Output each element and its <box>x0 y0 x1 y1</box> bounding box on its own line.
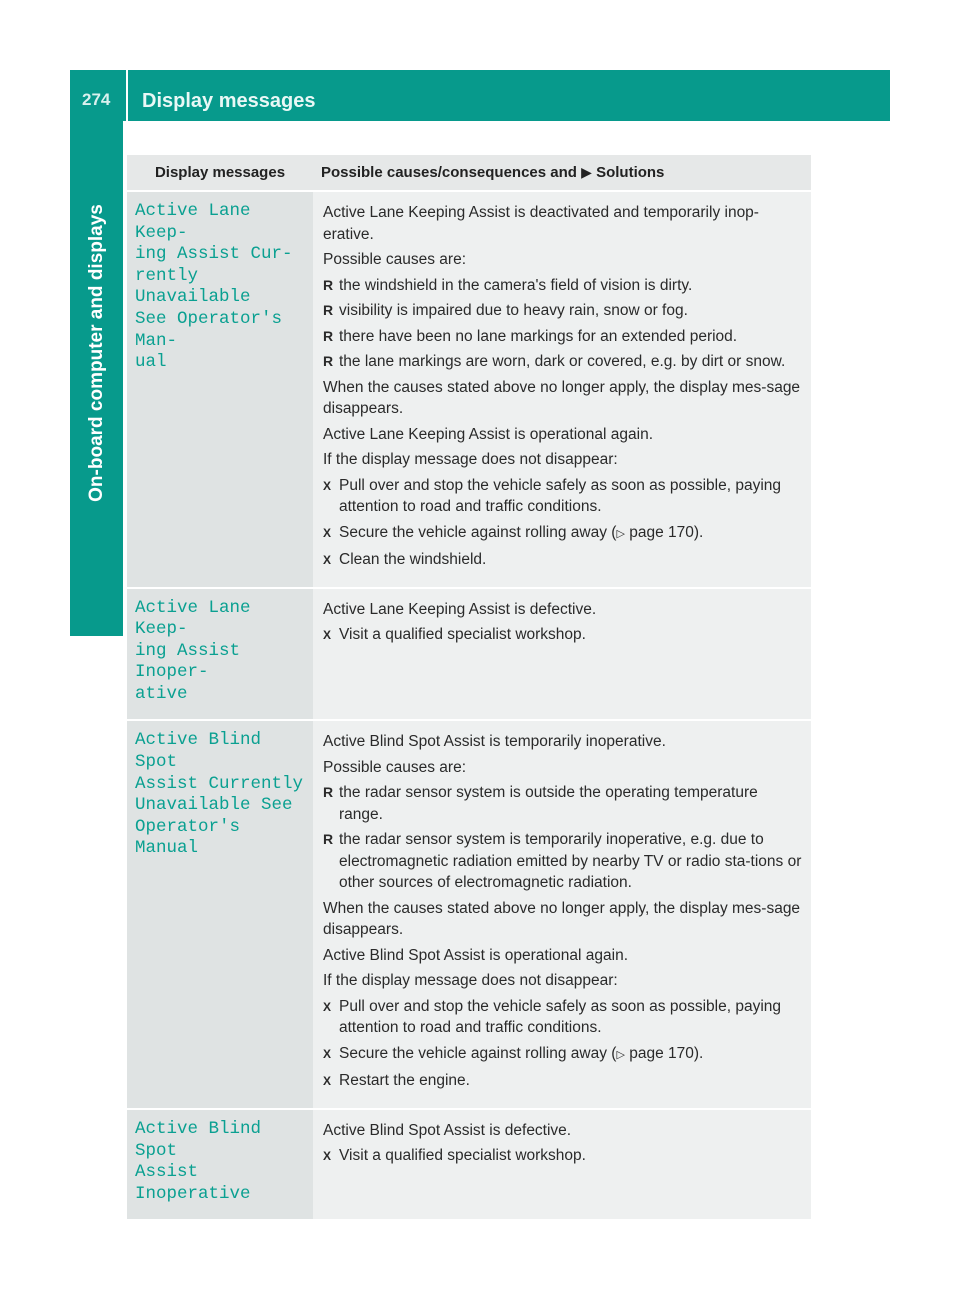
page-reference-link[interactable]: page 170 <box>629 523 694 541</box>
chapter-label: On-board computer and displays <box>85 203 107 502</box>
message-solution-cell <box>313 588 811 721</box>
description-text: If the display message does not disappear: <box>323 451 618 468</box>
action-mark-icon: X <box>323 553 332 567</box>
bullet-mark-icon: R <box>323 784 334 801</box>
solution-block <box>323 1120 805 1167</box>
description-text: Possible causes are: <box>323 251 467 268</box>
table-row <box>127 720 811 1109</box>
action-step <box>323 475 805 518</box>
description-text: Active Lane Keeping Assist is defective. <box>323 600 597 618</box>
display-message-text: Active Blind Spot Assist Currently Unavailable See Operator's Manual <box>127 720 313 1109</box>
action-text: Visit a qualified specialist workshop. <box>339 1147 586 1165</box>
action-text: Pull over and stop the vehicle safely as soon as possible, paying attention to road and traffic conditions. <box>339 997 782 1037</box>
section-title: Display messages <box>142 90 316 112</box>
chapter-side-tab <box>70 121 123 584</box>
table-row <box>127 588 811 721</box>
table-row <box>127 1109 811 1220</box>
bullet-mark-icon: R <box>323 327 334 344</box>
column-header-messages: Display messages <box>127 155 313 191</box>
header-divider <box>126 70 128 121</box>
solution-block <box>323 731 805 1092</box>
cause-bullet <box>323 829 805 894</box>
action-text: Secure the vehicle against rolling away ( <box>339 523 617 541</box>
bullet-mark-icon: R <box>323 831 334 848</box>
display-message-text: Active Lane Keep- ing Assist Cur- rently Unavailable See Operator's Man- ual <box>127 191 313 588</box>
description-text: When the causes stated above no longer apply, the display mes-sage disappears. <box>323 378 801 417</box>
action-text: Visit a qualified specialist workshop. <box>339 626 586 643</box>
column-header-solutions-suffix: Solutions <box>591 164 665 181</box>
table-row <box>127 191 811 588</box>
table-body <box>127 191 811 1220</box>
bullet-text: visibility is impaired due to heavy rain, snow or fog. <box>339 302 688 319</box>
action-text: Secure the vehicle against rolling away ( <box>339 1044 617 1062</box>
side-tab-marker <box>70 583 123 636</box>
display-message-text: Active Blind Spot Assist Inoperative <box>127 1109 313 1220</box>
action-text-suffix: ). <box>693 1044 704 1062</box>
page-ref-icon: ▷ <box>616 1048 625 1061</box>
action-text: Clean the windshield. <box>339 551 487 568</box>
cause-bullet <box>323 326 805 348</box>
description-text: Active Lane Keeping Assist is deactivated and temporarily inop-erative. <box>323 204 759 243</box>
table-header-row <box>127 155 811 191</box>
action-text-suffix: ). <box>693 523 704 541</box>
message-solution-cell <box>313 1109 811 1220</box>
solution-arrow-icon: ▶ <box>581 164 592 180</box>
action-step <box>323 996 805 1039</box>
page-ref-icon: ▷ <box>616 527 625 540</box>
cause-bullet <box>323 275 805 297</box>
action-step <box>323 1043 805 1067</box>
action-mark-icon: X <box>323 1149 332 1164</box>
bullet-text: there have been no lane markings for an extended period. <box>339 327 738 345</box>
action-step <box>323 1070 805 1092</box>
display-messages-table <box>127 155 811 1221</box>
display-message-text: Active Lane Keep- ing Assist Inoper- ative <box>127 588 313 721</box>
action-mark-icon: X <box>323 1074 332 1089</box>
action-mark-icon: X <box>323 525 332 540</box>
bullet-mark-icon: R <box>323 302 334 318</box>
action-mark-icon: X <box>323 1046 332 1061</box>
solution-block <box>323 202 805 571</box>
action-step <box>323 549 805 571</box>
description-text: If the display message does not disappear: <box>323 972 618 990</box>
page-reference-link[interactable]: page 170 <box>629 1044 694 1062</box>
bullet-text: the lane markings are worn, dark or covered, e.g. by dirt or snow. <box>339 353 786 370</box>
action-step <box>323 522 805 546</box>
action-mark-icon: X <box>323 999 332 1014</box>
bullet-text: the windshield in the camera's field of vision is dirty. <box>339 276 693 294</box>
action-step <box>323 1145 805 1167</box>
description-text: Active Blind Spot Assist is defective. <box>323 1121 572 1139</box>
column-header-solutions <box>313 155 811 191</box>
action-mark-icon: X <box>323 478 332 493</box>
page-header <box>70 70 890 121</box>
cause-bullet <box>323 351 805 373</box>
bullet-text: the radar sensor system is temporarily inoperative, e.g. due to electromagnetic radiation emitted by nearby TV or radio sta-tions or other sources of electromagnetic radiation. <box>339 831 802 892</box>
action-text: Restart the engine. <box>339 1072 470 1090</box>
bullet-text: the radar sensor system is outside the operating temperature range. <box>339 784 758 823</box>
description-text: Active Blind Spot Assist is temporarily inoperative. <box>323 733 666 751</box>
action-mark-icon: X <box>323 628 332 642</box>
column-header-solutions-text: Possible causes/consequences and <box>321 164 582 181</box>
bullet-mark-icon: R <box>323 353 334 369</box>
page-number: 274 <box>82 90 111 109</box>
description-text: Possible causes are: <box>323 758 467 776</box>
description-text: Active Blind Spot Assist is operational again. <box>323 946 629 964</box>
cause-bullet <box>323 300 805 322</box>
solution-block <box>323 599 805 646</box>
description-text: Active Lane Keeping Assist is operational again. <box>323 425 654 443</box>
action-step <box>323 624 805 646</box>
bullet-mark-icon: R <box>323 276 334 293</box>
action-text: Pull over and stop the vehicle safely as soon as possible, paying attention to road and traffic conditions. <box>339 476 782 515</box>
description-text: When the causes stated above no longer apply, the display mes-sage disappears. <box>323 899 801 939</box>
cause-bullet <box>323 782 805 825</box>
message-solution-cell <box>313 720 811 1109</box>
message-solution-cell <box>313 191 811 588</box>
